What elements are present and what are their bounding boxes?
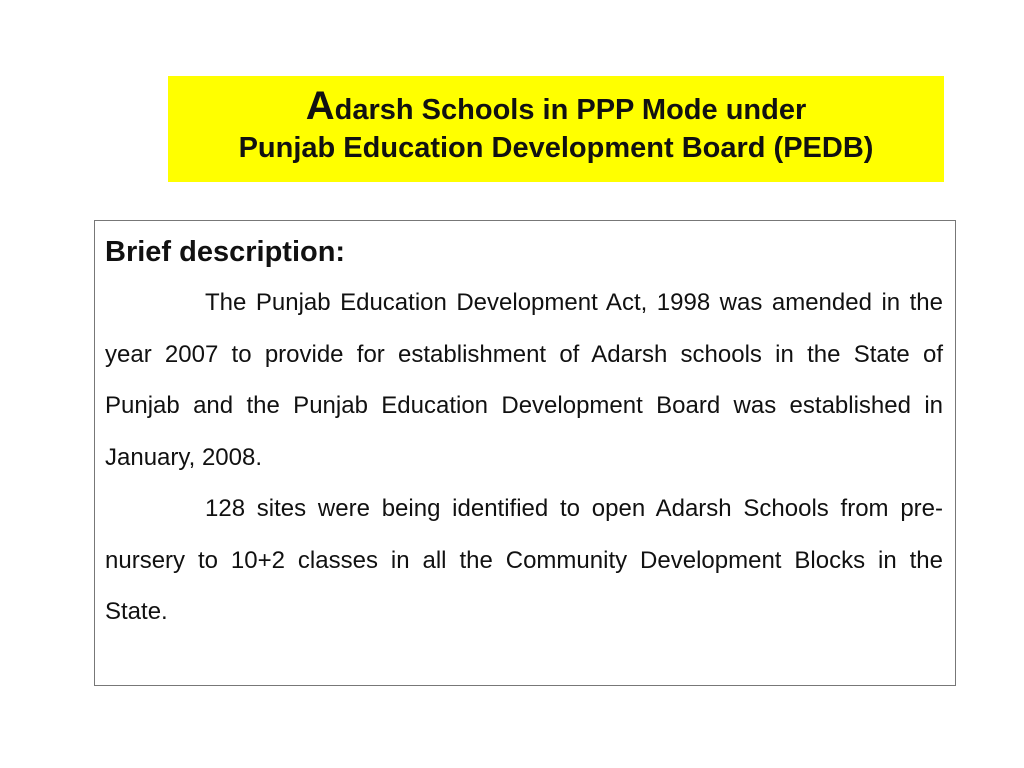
description-paragraph-2: 128 sites were being identified to open Adarsh Schools from pre-nursery to 10+2 classes in all the Community Development Blocks in the State. [105,495,943,625]
title-first-letter: A [305,84,335,128]
title-line-1 [168,86,944,130]
description-heading: Brief description: [105,236,346,268]
title-line-1-text: darsh Schools in PPP Mode under [334,94,807,126]
description-paragraph-1: The Punjab Education Development Act, 1998 was amended in the year 2007 to provide for establishment of Adarsh schools in the State of Punjab and the Punjab Education Development Board was established in January, 2008. [105,289,943,471]
title-line-2: Punjab Education Development Board (PEDB) [238,132,874,164]
title-banner [168,76,944,182]
description-box [94,220,956,686]
